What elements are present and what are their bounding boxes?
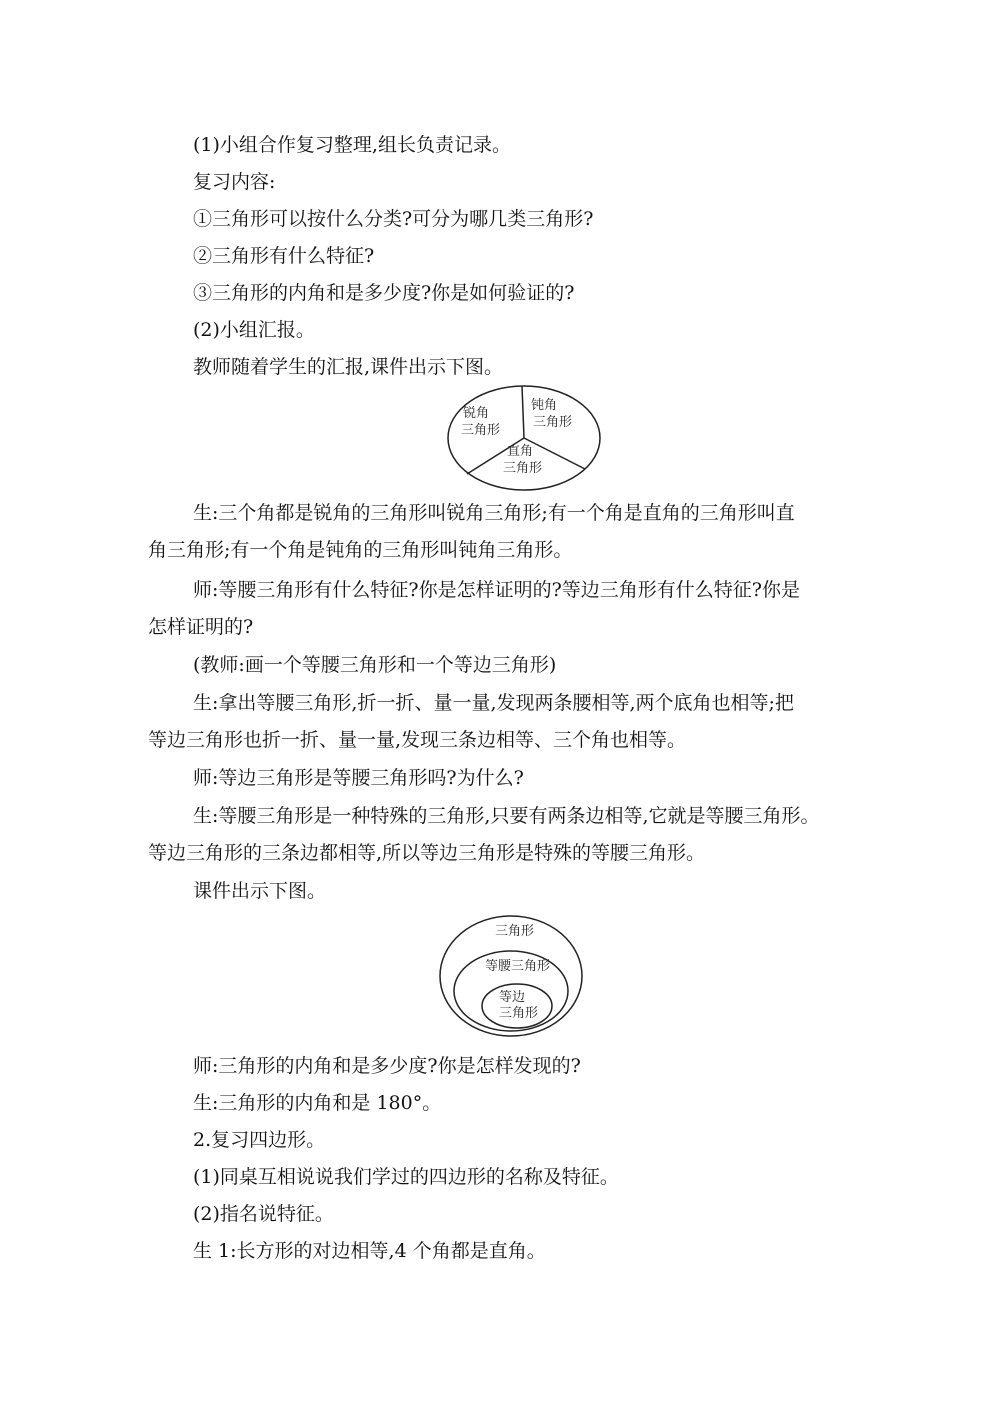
paragraph: ②三角形有什么特征?	[193, 245, 375, 267]
paragraph: (2)小组汇报。	[193, 319, 315, 341]
acute-label-1: 锐角	[463, 406, 490, 421]
obtuse-label-1: 钝角	[531, 398, 558, 413]
inner-label-1: 等边	[499, 990, 526, 1005]
nested-triangle-figure	[437, 913, 587, 1041]
paragraph: 生 1:长方形的对边相等,4 个角都是直角。	[193, 1240, 546, 1262]
paragraph: 等边三角形也折一折、量一量,发现三条边相等、三个角也相等。	[148, 729, 687, 751]
paragraph: (1)小组合作复习整理,组长负责记录。	[193, 134, 511, 156]
paragraph: 复习内容:	[193, 171, 276, 193]
paragraph: 角三角形;有一个角是钝角的三角形叫钝角三角形。	[148, 539, 573, 561]
middle-label: 等腰三角形	[485, 959, 551, 974]
paragraph: 生:三角形的内角和是 180°。	[193, 1092, 442, 1114]
outer-label: 三角形	[495, 924, 535, 939]
paragraph: 生:拿出等腰三角形,折一折、量一量,发现两条腰相等,两个底角也相等;把	[193, 692, 794, 714]
paragraph: 师:等边三角形是等腰三角形吗?为什么?	[193, 767, 524, 789]
paragraph: 怎样证明的?	[148, 616, 254, 638]
acute-label-2: 三角形	[461, 423, 501, 438]
paragraph: ③三角形的内角和是多少度?你是如何验证的?	[193, 282, 575, 304]
paragraph: 生:三个角都是锐角的三角形叫锐角三角形;有一个角是直角的三角形叫直	[193, 502, 795, 524]
triangle-classification-figure	[445, 383, 603, 493]
paragraph: 2.复习四边形。	[193, 1129, 326, 1151]
right-label-2: 三角形	[503, 461, 543, 476]
paragraph: 课件出示下图。	[193, 880, 327, 902]
paragraph: 等边三角形的三条边都相等,所以等边三角形是特殊的等腰三角形。	[148, 842, 706, 864]
inner-label-2: 三角形	[499, 1006, 539, 1021]
paragraph: 教师随着学生的汇报,课件出示下图。	[193, 356, 504, 378]
paragraph: (教师:画一个等腰三角形和一个等边三角形)	[193, 654, 557, 676]
paragraph: 师:三角形的内角和是多少度?你是怎样发现的?	[193, 1055, 581, 1077]
divider-line	[522, 386, 524, 438]
paragraph: 生:等腰三角形是一种特殊的三角形,只要有两条边相等,它就是等腰三角形。	[193, 805, 820, 827]
right-label-1: 直角	[507, 444, 534, 459]
paragraph: (1)同桌互相说说我们学过的四边形的名称及特征。	[193, 1166, 619, 1188]
paragraph: (2)指名说特征。	[193, 1203, 334, 1225]
paragraph: 师:等腰三角形有什么特征?你是怎样证明的?等边三角形有什么特征?你是	[193, 579, 800, 601]
obtuse-label-2: 三角形	[533, 415, 573, 430]
paragraph: ①三角形可以按什么分类?可分为哪几类三角形?	[193, 208, 594, 230]
